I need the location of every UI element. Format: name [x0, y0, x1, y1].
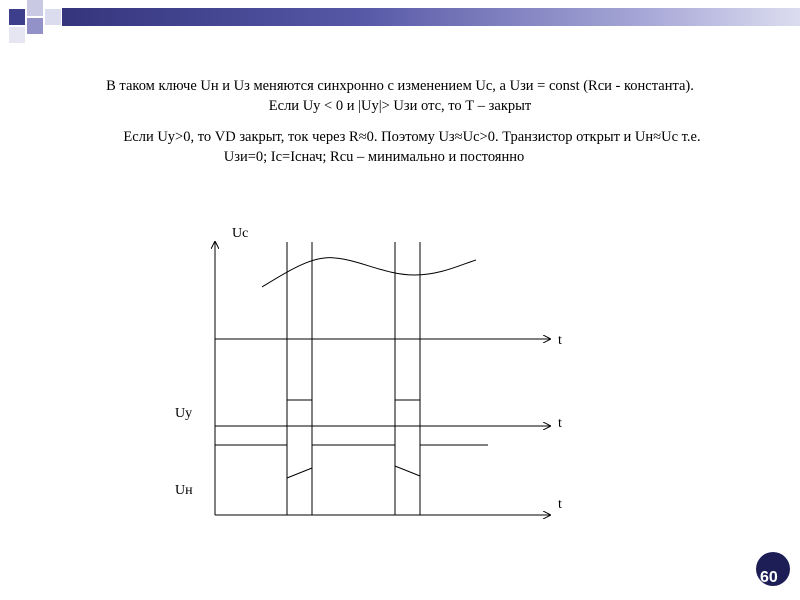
slide-text-line-2: Если Uy < 0 и |Uy|> Uзи отс, то Т – закрыт [268, 98, 532, 114]
un-waveform [287, 468, 312, 515]
time-axis-label: t [558, 497, 562, 512]
uc-waveform [262, 258, 476, 287]
un-waveform [395, 466, 420, 515]
slide-text-line-3: Если Uy>0, то VD закрыт, ток через R≈0. Поэтому Uз≈Uc>0. Транзистор открыт и Uн≈Uc т.е. [123, 129, 701, 145]
time-axis-label: t [558, 333, 562, 348]
time-axis-label: t [558, 416, 562, 431]
uy-axis-label: Uy [175, 406, 193, 421]
un-axis-label: Uн [175, 483, 193, 498]
uc-axis-label: Uc [232, 226, 249, 241]
slide-text-line-1: В таком ключе Uн и Uз меняются синхронно с изменением Uc, а Uзи = const (Rси - константа). [106, 78, 694, 94]
slide-text-line-4: Uзи=0; Ic=Icнач; Rcu – минимально и постоянно [223, 149, 525, 165]
page-number: 60 [760, 569, 778, 586]
uy-pulse-waveform [215, 400, 488, 445]
